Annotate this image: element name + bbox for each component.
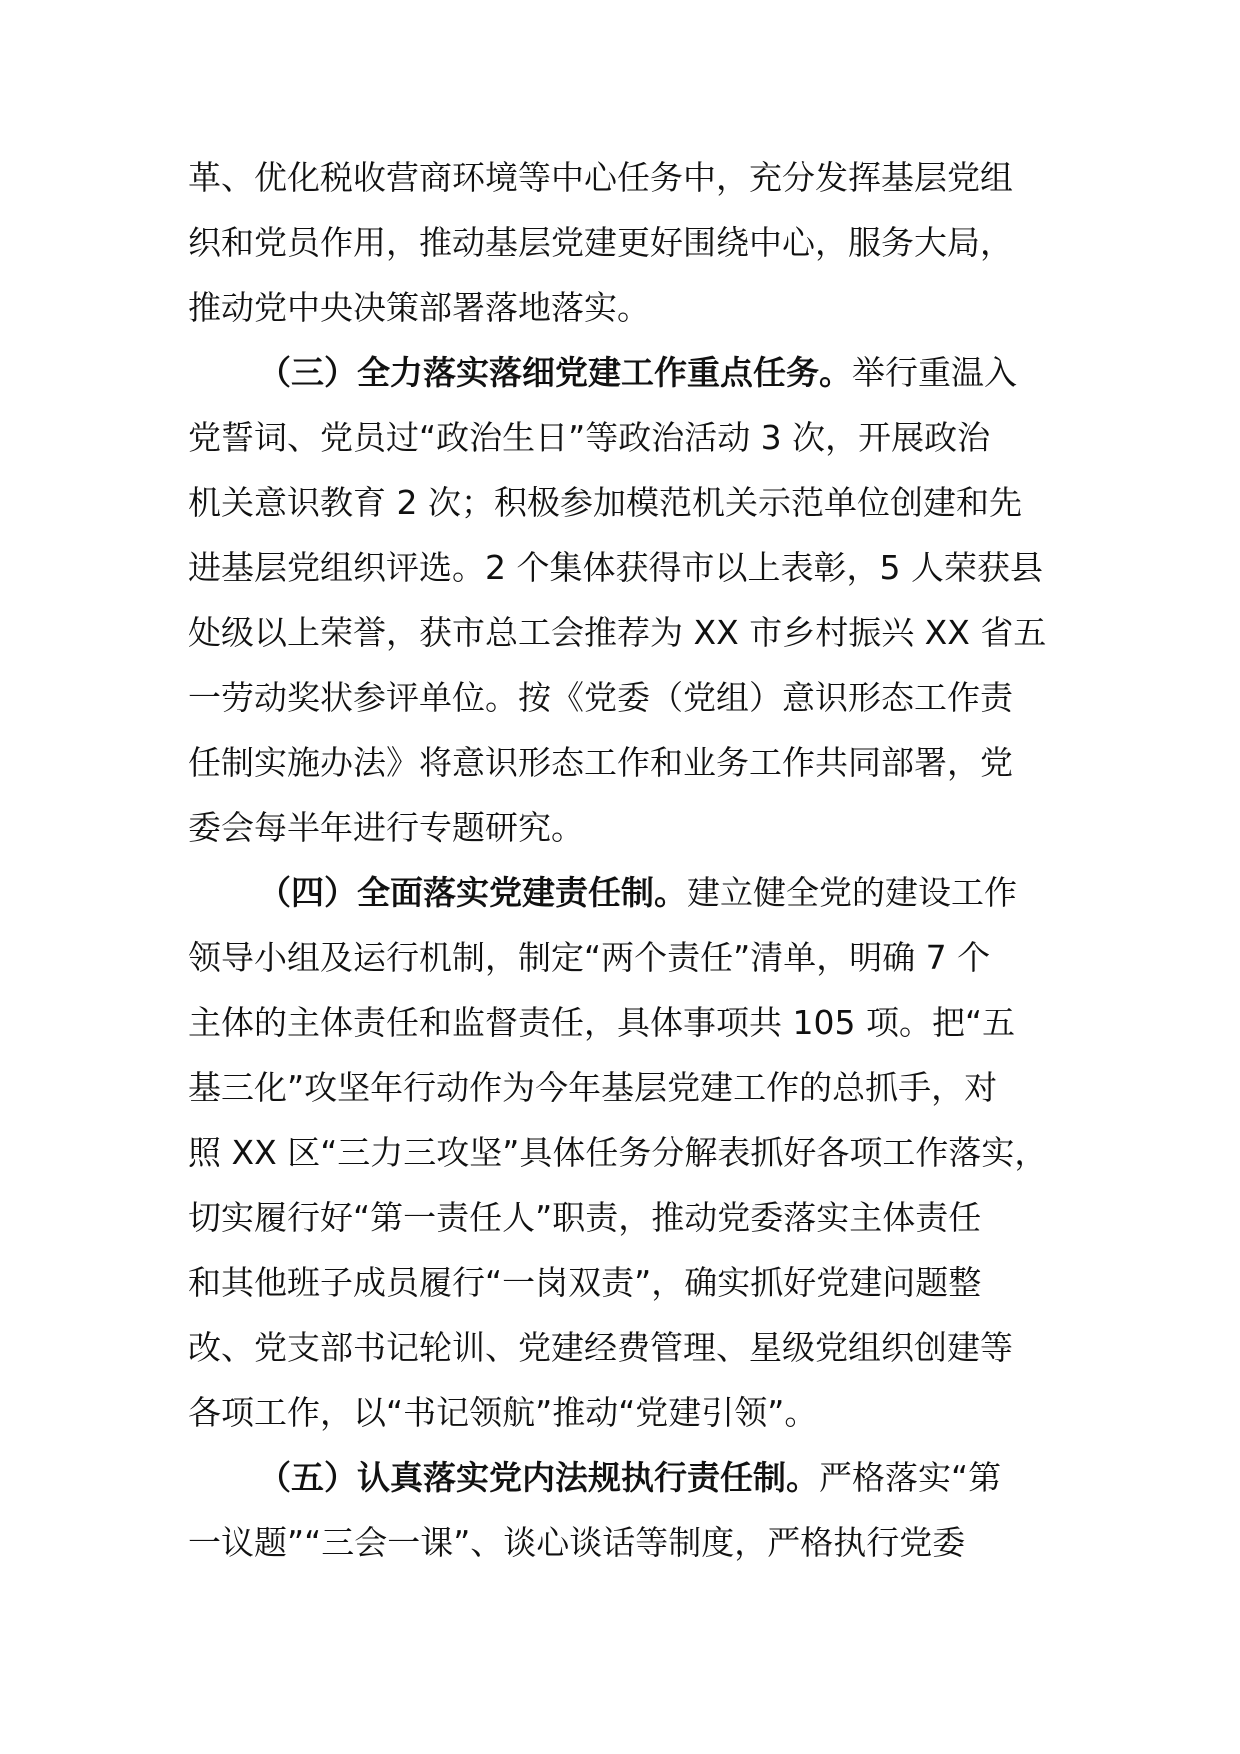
body-text: 任制实施办法》将意识形态工作和业务工作共同部署，党 <box>188 743 1013 782</box>
text-line <box>188 1263 981 1303</box>
body-text: 建立健全党的建设工作 <box>687 873 1017 912</box>
body-text: 一劳动奖状参评单位。按《党委（党组）意识形态工作责 <box>188 678 1013 717</box>
body-text: 各项工作，以“书记领航”推动“党建引领”。 <box>188 1393 818 1432</box>
body-text: 委会每半年进行专题研究。 <box>188 808 584 847</box>
body-text: 改、党支部书记轮训、党建经费管理、星级党组织创建等 <box>188 1328 1013 1367</box>
text-line <box>188 1393 817 1433</box>
body-text: 党誓词、党员过“政治生日”等政治活动 3 次，开展政治 <box>188 418 991 457</box>
body-text: 织和党员作用，推动基层党建更好围绕中心，服务大局， <box>188 223 1013 262</box>
text-line <box>188 743 1013 783</box>
body-text: 革、优化税收营商环境等中心任务中，充分发挥基层党组 <box>188 158 1013 197</box>
text-line <box>188 548 1043 588</box>
body-text: 一议题”“三会一课”、谈心谈话等制度，严格执行党委 <box>188 1523 966 1562</box>
body-text: 主体的主体责任和监督责任，具体事项共 105 项。把“五 <box>188 1003 1016 1042</box>
body-text: 和其他班子成员履行“一岗双责”，确实抓好党建问题整 <box>188 1263 982 1302</box>
text-line <box>188 1003 1015 1043</box>
text-line <box>188 938 990 978</box>
body-text: 举行重温入 <box>852 353 1017 392</box>
text-line <box>188 288 650 328</box>
text-line <box>188 158 1013 198</box>
text-line <box>258 1458 1001 1498</box>
text-line <box>188 1068 997 1108</box>
text-line <box>258 873 1017 913</box>
body-text: 基三化”攻坚年行动作为今年基层党建工作的总抓手，对 <box>188 1068 998 1107</box>
body-text: 领导小组及运行机制，制定“两个责任”清单，明确 7 个 <box>188 938 991 977</box>
text-line <box>188 1523 965 1563</box>
body-text: 照 XX 区“三力三攻坚”具体任务分解表抓好各项工作落实， <box>188 1133 1048 1172</box>
body-text: 切实履行好“第一责任人”职责，推动党委落实主体责任 <box>188 1198 982 1237</box>
text-line <box>188 418 990 458</box>
body-text: 处级以上荣誉，获市总工会推荐为 XX 市乡村振兴 XX 省五 <box>188 613 1047 652</box>
text-line <box>188 1328 1013 1368</box>
body-text: 机关意识教育 2 次；积极参加模范机关示范单位创建和先 <box>188 483 1022 522</box>
section-heading: （四）全面落实党建责任制。 <box>258 873 687 912</box>
section-heading: （五）认真落实党内法规执行责任制。 <box>258 1458 819 1497</box>
body-text: 推动党中央决策部署落地落实。 <box>188 288 650 327</box>
text-line <box>188 1198 981 1238</box>
text-line <box>258 353 1017 393</box>
text-line <box>188 1133 1047 1173</box>
text-line <box>188 223 1013 263</box>
text-line <box>188 483 1022 523</box>
text-line <box>188 678 1013 718</box>
text-line <box>188 808 584 848</box>
body-text: 进基层党组织评选。2 个集体获得市以上表彰，5 人荣获县 <box>188 548 1043 587</box>
text-line <box>188 613 1046 653</box>
section-heading: （三）全力落实落细党建工作重点任务。 <box>258 353 852 392</box>
body-text: 严格落实“第 <box>819 1458 1002 1497</box>
